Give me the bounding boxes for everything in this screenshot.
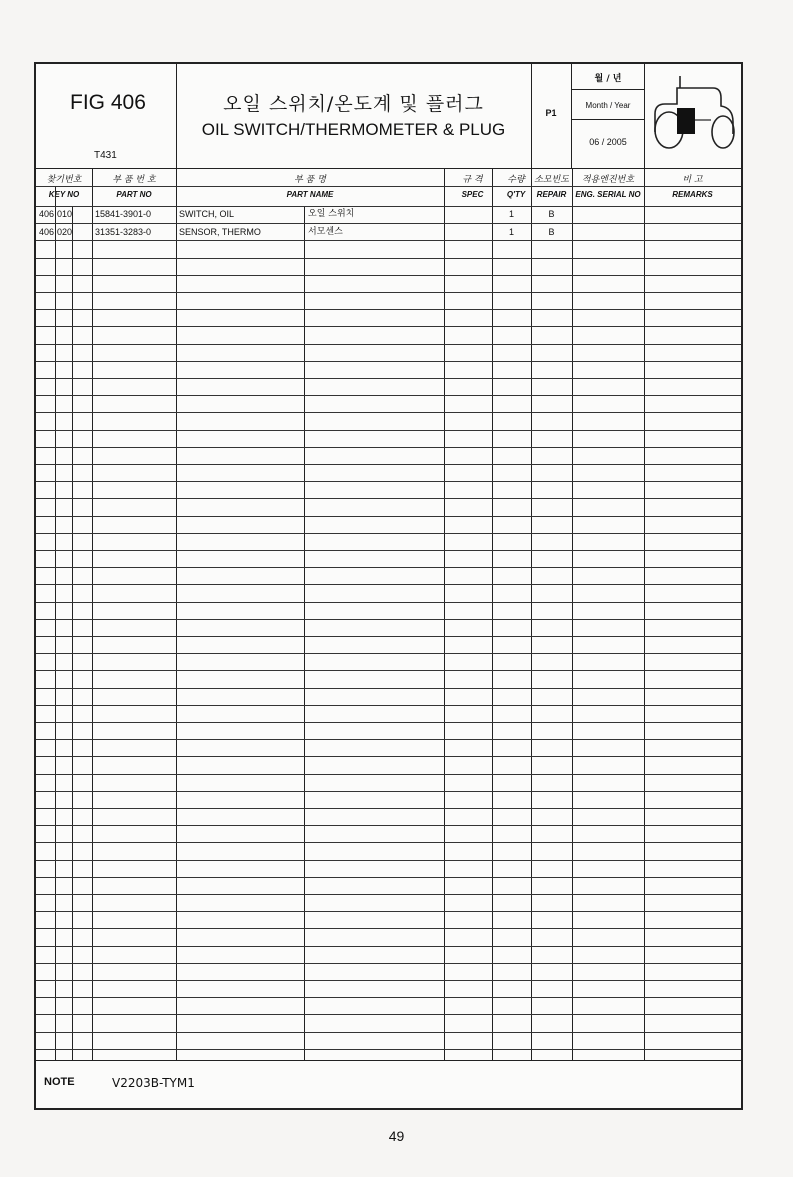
- table-row-line: [36, 447, 741, 448]
- divider: [304, 206, 305, 1060]
- key-number: 020: [57, 227, 73, 237]
- repair-code: B: [548, 209, 555, 219]
- divider: [176, 64, 177, 168]
- part-no-header-korean: 부 품 번 호: [112, 175, 156, 185]
- table-row-line: [36, 533, 741, 534]
- table-row-line: [36, 894, 741, 895]
- part-name-header: PART NAME: [286, 190, 334, 199]
- table-row-line: [36, 670, 741, 671]
- table-row-line: [36, 791, 741, 792]
- repair-header: REPAIR: [536, 190, 567, 199]
- part-name-korean: 서모센스: [308, 227, 343, 237]
- table-row-line: [36, 963, 741, 964]
- table-row-line: [36, 860, 741, 861]
- sheet-header: [36, 64, 741, 169]
- table-row-line: [36, 309, 741, 310]
- table-row-line: [36, 344, 741, 345]
- divider: [492, 168, 493, 1060]
- table-row-line: [36, 395, 741, 396]
- table-row-line: [36, 378, 741, 379]
- title-english: OIL SWITCH/THERMOMETER & PLUG: [201, 120, 506, 139]
- divider: [176, 168, 177, 1060]
- part-number: 15841-3901-0: [95, 209, 152, 219]
- table-row-line: [36, 688, 741, 689]
- table-row-line: [36, 430, 741, 431]
- table-row-line: [36, 223, 741, 224]
- qty-header-korean: 수량: [507, 175, 525, 185]
- table-row-line: [36, 756, 741, 757]
- note-section: [36, 1060, 741, 1109]
- parts-list-sheet: [34, 62, 743, 1110]
- serial-header-korean: 적용엔진번호: [581, 175, 635, 185]
- divider: [644, 168, 645, 1060]
- part-name-korean: 오일 스위치: [308, 209, 355, 219]
- table-row-line: [36, 722, 741, 723]
- table-row-line: [36, 498, 741, 499]
- table-row-line: [36, 619, 741, 620]
- table-row-line: [36, 516, 741, 517]
- qty-header: Q'TY: [506, 190, 526, 199]
- table-row-line: [36, 997, 741, 998]
- table-row-line: [36, 326, 741, 327]
- table-row-line: [36, 1032, 741, 1033]
- table-row-line: [36, 911, 741, 912]
- month-year-value: 06 / 2005: [589, 137, 627, 147]
- part-name-english: SWITCH, OIL: [179, 209, 235, 219]
- table-row-line: [36, 258, 741, 259]
- parts-table: [36, 168, 741, 1060]
- table-row-line: [36, 739, 741, 740]
- table-row-line: [36, 653, 741, 654]
- quantity: 1: [508, 227, 514, 237]
- table-row-line: [36, 206, 741, 207]
- key-prefix: 406: [39, 209, 55, 219]
- key-prefix: 406: [39, 227, 55, 237]
- remarks-header: REMARKS: [672, 190, 713, 199]
- part-no-header: PART NO: [116, 190, 152, 199]
- repair-code: B: [548, 227, 555, 237]
- table-row-line: [36, 550, 741, 551]
- table-row-line: [36, 946, 741, 947]
- table-row-line: [36, 275, 741, 276]
- remarks-header-korean: 비 고: [682, 175, 703, 185]
- part-number: 31351-3283-0: [95, 227, 152, 237]
- divider: [571, 119, 644, 120]
- table-row-line: [36, 481, 741, 482]
- table-row-line: [36, 567, 741, 568]
- table-row-line: [36, 980, 741, 981]
- table-row-line: [36, 705, 741, 706]
- divider: [92, 168, 93, 1060]
- table-row-line: [36, 292, 741, 293]
- table-row-line: [36, 877, 741, 878]
- table-row-line: [36, 584, 741, 585]
- divider: [571, 89, 644, 90]
- key-no-header: KEY NO: [48, 190, 80, 199]
- table-row-line: [36, 825, 741, 826]
- key-number: 010: [57, 209, 73, 219]
- divider: [572, 168, 573, 1060]
- table-row-line: [36, 808, 741, 809]
- table-row-line: [36, 412, 741, 413]
- page-code: P1: [545, 108, 557, 118]
- divider: [531, 168, 532, 1060]
- table-row-line: [36, 636, 741, 637]
- title-korean: 오일 스위치/온도계 및 플러그: [223, 93, 484, 115]
- table-row-line: [36, 602, 741, 603]
- table-row-line: [36, 842, 741, 843]
- figure-number: FIG 406: [70, 91, 146, 114]
- page-number: 49: [388, 1128, 405, 1144]
- part-name-header-korean: 부 품 명: [294, 175, 326, 185]
- serial-header: ENG. SERIAL NO: [575, 190, 641, 199]
- header-split-line: [36, 186, 741, 187]
- note-text: V2203B-TYM1: [112, 1076, 195, 1090]
- spec-header: SPEC: [461, 190, 484, 199]
- table-row-line: [36, 240, 741, 241]
- divider: [644, 64, 645, 168]
- table-row-line: [36, 1014, 741, 1015]
- part-name-english: SENSOR, THERMO: [179, 227, 261, 237]
- tractor-icon: [647, 72, 741, 162]
- table-row-line: [36, 464, 741, 465]
- month-year-label: Month / Year: [585, 101, 631, 110]
- note-label: NOTE: [44, 1076, 75, 1088]
- repair-header-korean: 소모빈도: [534, 175, 569, 185]
- quantity: 1: [508, 209, 514, 219]
- divider: [444, 168, 445, 1060]
- table-row-line: [36, 928, 741, 929]
- key-no-header-korean: 찾기번호: [46, 175, 82, 185]
- divider: [72, 206, 73, 1060]
- table-row-line: [36, 1049, 741, 1050]
- month-year-label-korean: 월 / 년: [594, 74, 622, 84]
- spec-header-korean: 규 격: [462, 175, 483, 185]
- model-code: T431: [94, 150, 117, 161]
- table-row-line: [36, 361, 741, 362]
- table-row-line: [36, 774, 741, 775]
